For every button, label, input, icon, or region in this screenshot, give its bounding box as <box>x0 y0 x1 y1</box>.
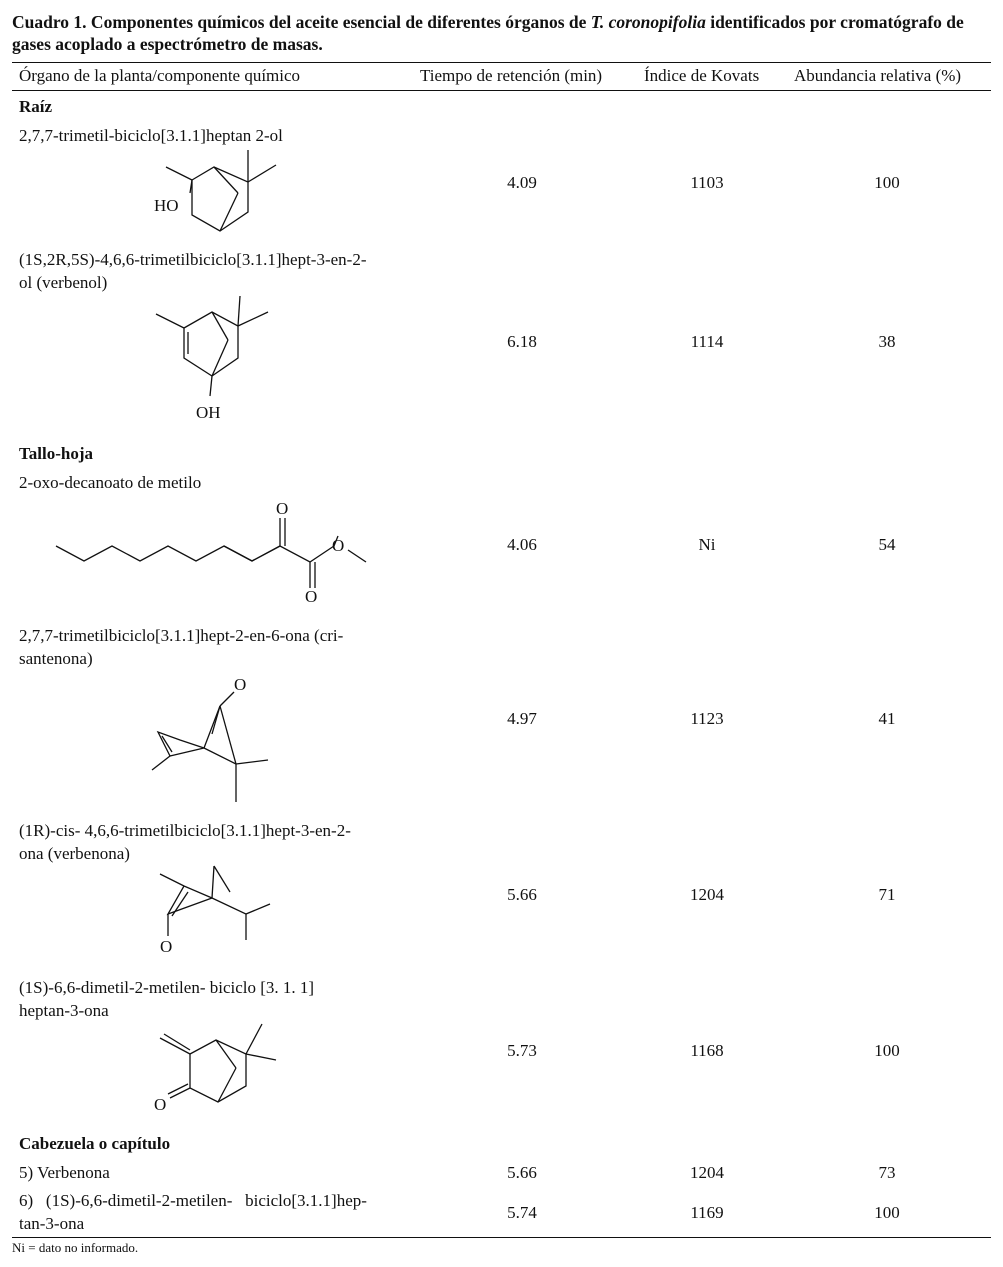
svg-text:O: O <box>154 1095 167 1114</box>
structure-verbenol <box>150 292 290 427</box>
svg-text:O: O <box>332 536 345 555</box>
header-retention: Tiempo de retención (min) <box>420 66 603 85</box>
abundance-value: 100 <box>874 1203 900 1222</box>
compound-name: 5) Verbenona <box>19 1163 110 1182</box>
kovats-value: 1103 <box>690 173 724 192</box>
compound-name: (1S,2R,5S)-4,6,6-trimetilbiciclo[3.1.1]hept-3-en-2- ol (verbenol) <box>19 250 367 292</box>
compound-name: 6) (1S)-6,6-dimetil-2-metilen- biciclo[3.1.1]hep- tan-3-ona <box>19 1191 367 1233</box>
bottom-rule <box>12 1237 991 1238</box>
svg-text:HO: HO <box>154 196 179 215</box>
header-kovats: Índice de Kovats <box>644 66 760 85</box>
kovats-value: 1168 <box>690 1041 724 1060</box>
structure-trimethylbicycloheptanol <box>150 145 290 235</box>
abundance-value: 38 <box>878 332 896 351</box>
retention-value: 5.74 <box>507 1203 537 1222</box>
retention-value: 4.97 <box>507 709 537 728</box>
compound-name: 2,7,7-trimetil-biciclo[3.1.1]heptan 2-ol <box>19 126 283 145</box>
kovats-value: 1114 <box>690 332 724 351</box>
kovats-value: 1204 <box>690 1163 724 1182</box>
svg-text:O: O <box>276 499 289 518</box>
header-rule <box>12 90 991 91</box>
compound-name: 2-oxo-decanoato de metilo <box>19 473 202 492</box>
kovats-value: Ni <box>698 535 716 554</box>
structure-pinocarvone <box>150 1018 290 1113</box>
top-rule <box>12 62 991 63</box>
section-root: Raíz <box>19 97 53 116</box>
retention-value: 4.06 <box>507 535 537 554</box>
compound-name: (1S)-6,6-dimetil-2-metilen- biciclo [3. 1. 1] heptan-3-ona <box>19 978 315 1020</box>
abundance-value: 71 <box>878 885 896 904</box>
svg-text:OH: OH <box>196 403 221 422</box>
compound-name: 2,7,7-trimetilbiciclo[3.1.1]hept-2-en-6-ona (cri- santenona) <box>19 626 344 668</box>
kovats-value: 1204 <box>690 885 724 904</box>
abundance-value: 54 <box>878 535 896 554</box>
retention-value: 4.09 <box>507 173 537 192</box>
svg-text:O: O <box>234 675 247 694</box>
abundance-value: 100 <box>874 1041 900 1060</box>
retention-value: 5.66 <box>507 1163 537 1182</box>
structure-methyl-oxodecanoate <box>54 498 384 608</box>
svg-text:O: O <box>305 587 318 606</box>
abundance-value: 100 <box>874 173 900 192</box>
abundance-value: 41 <box>878 709 896 728</box>
structure-chrysanthenone <box>150 672 290 807</box>
retention-value: 5.66 <box>507 885 537 904</box>
footnote: Ni = dato no informado. <box>12 1240 139 1255</box>
table-caption: Cuadro 1. Componentes químicos del aceite esencial de diferentes órganos de T. coronopifolia identificados por cromatógrafo de gases acoplado a espectrómetro de masas. <box>12 12 964 54</box>
kovats-value: 1123 <box>690 709 724 728</box>
header-abundance: Abundancia relativa (%) <box>794 66 962 85</box>
abundance-value: 73 <box>878 1163 896 1182</box>
section-head: Cabezuela o capítulo <box>19 1134 171 1153</box>
compound-name: (1R)-cis- 4,6,6-trimetilbiciclo[3.1.1]hept-3-en-2- ona (verbenona) <box>19 821 351 863</box>
retention-value: 6.18 <box>507 332 537 351</box>
kovats-value: 1169 <box>690 1203 724 1222</box>
svg-text:O: O <box>160 937 173 956</box>
section-stem: Tallo-hoja <box>19 444 94 463</box>
structure-verbenone <box>150 862 290 962</box>
header-organ: Órgano de la planta/componente químico <box>19 66 301 85</box>
retention-value: 5.73 <box>507 1041 537 1060</box>
